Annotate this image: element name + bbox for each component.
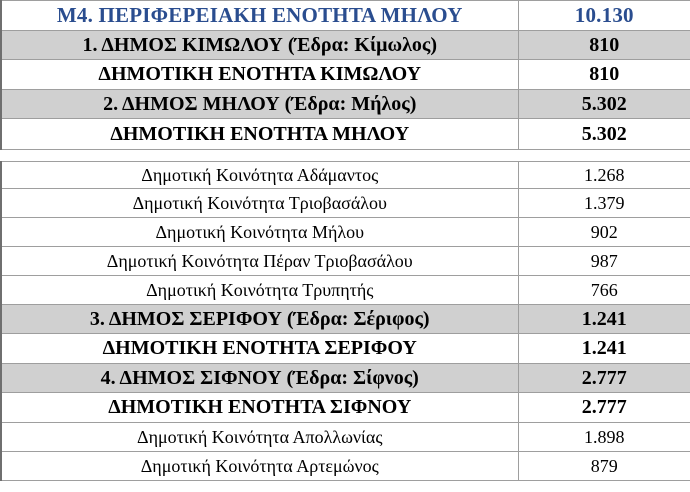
row-value: 902 [518, 218, 690, 247]
region-name: Μ4. ΠΕΡΙΦΕΡΕΙΑΚΗ ΕΝΟΤΗΤΑ ΜΗΛΟΥ [1, 1, 518, 31]
row-name: Δημοτική Κοινότητα Αδάμαντος [1, 162, 518, 189]
row-value: 1.268 [518, 162, 690, 189]
row-name: 4. ΔΗΜΟΣ ΣΙΦΝΟΥ (Έδρα: Σίφνος) [1, 364, 518, 393]
row-name: ΔΗΜΟΤΙΚΗ ΕΝΟΤΗΤΑ ΣΕΡΙΦΟΥ [1, 334, 518, 364]
community-row [1, 189, 690, 218]
row-name: Δημοτική Κοινότητα Αρτεμώνος [1, 452, 518, 481]
row-name: Δημοτική Κοινότητα Τριοβασάλου [1, 189, 518, 218]
community-row [1, 162, 690, 189]
row-name: ΔΗΜΟΤΙΚΗ ΕΝΟΤΗΤΑ ΣΙΦΝΟΥ [1, 393, 518, 423]
row-name: 3. ΔΗΜΟΣ ΣΕΡΙΦΟΥ (Έδρα: Σέριφος) [1, 305, 518, 334]
row-name: ΔΗΜΟΤΙΚΗ ΕΝΟΤΗΤΑ ΜΗΛΟΥ [1, 119, 518, 150]
row-value: 5.302 [518, 90, 690, 119]
population-table-upper [0, 0, 690, 150]
row-name: Δημοτική Κοινότητα Απολλωνίας [1, 423, 518, 452]
municipality-row-milos [1, 90, 690, 119]
unit-row-milos [1, 119, 690, 150]
row-value: 766 [518, 276, 690, 305]
row-value: 2.777 [518, 393, 690, 423]
row-name: 1. ΔΗΜΟΣ ΚΙΜΩΛΟΥ (Έδρα: Κίμωλος) [1, 31, 518, 60]
row-value: 5.302 [518, 119, 690, 150]
population-table-lower [0, 161, 690, 481]
row-value: 1.379 [518, 189, 690, 218]
unit-row-sifnos [1, 393, 690, 423]
row-value: 879 [518, 452, 690, 481]
row-value: 1.898 [518, 423, 690, 452]
row-value: 810 [518, 31, 690, 60]
unit-row-kimolos [1, 60, 690, 90]
community-row [1, 276, 690, 305]
community-row [1, 423, 690, 452]
row-value: 1.241 [518, 334, 690, 364]
municipality-row-sifnos [1, 364, 690, 393]
row-value: 810 [518, 60, 690, 90]
row-name: Δημοτική Κοινότητα Πέραν Τριοβασάλου [1, 247, 518, 276]
community-row [1, 247, 690, 276]
region-population: 10.130 [518, 1, 690, 31]
unit-row-serifos [1, 334, 690, 364]
community-row [1, 452, 690, 481]
row-value: 1.241 [518, 305, 690, 334]
row-name: Δημοτική Κοινότητα Μήλου [1, 218, 518, 247]
community-row [1, 218, 690, 247]
row-name: 2. ΔΗΜΟΣ ΜΗΛΟΥ (Έδρα: Μήλος) [1, 90, 518, 119]
row-name: Δημοτική Κοινότητα Τρυπητής [1, 276, 518, 305]
row-name: ΔΗΜΟΤΙΚΗ ΕΝΟΤΗΤΑ ΚΙΜΩΛΟΥ [1, 60, 518, 90]
region-row [1, 1, 690, 31]
row-value: 987 [518, 247, 690, 276]
municipality-row-serifos [1, 305, 690, 334]
municipality-row-kimolos [1, 31, 690, 60]
row-value: 2.777 [518, 364, 690, 393]
